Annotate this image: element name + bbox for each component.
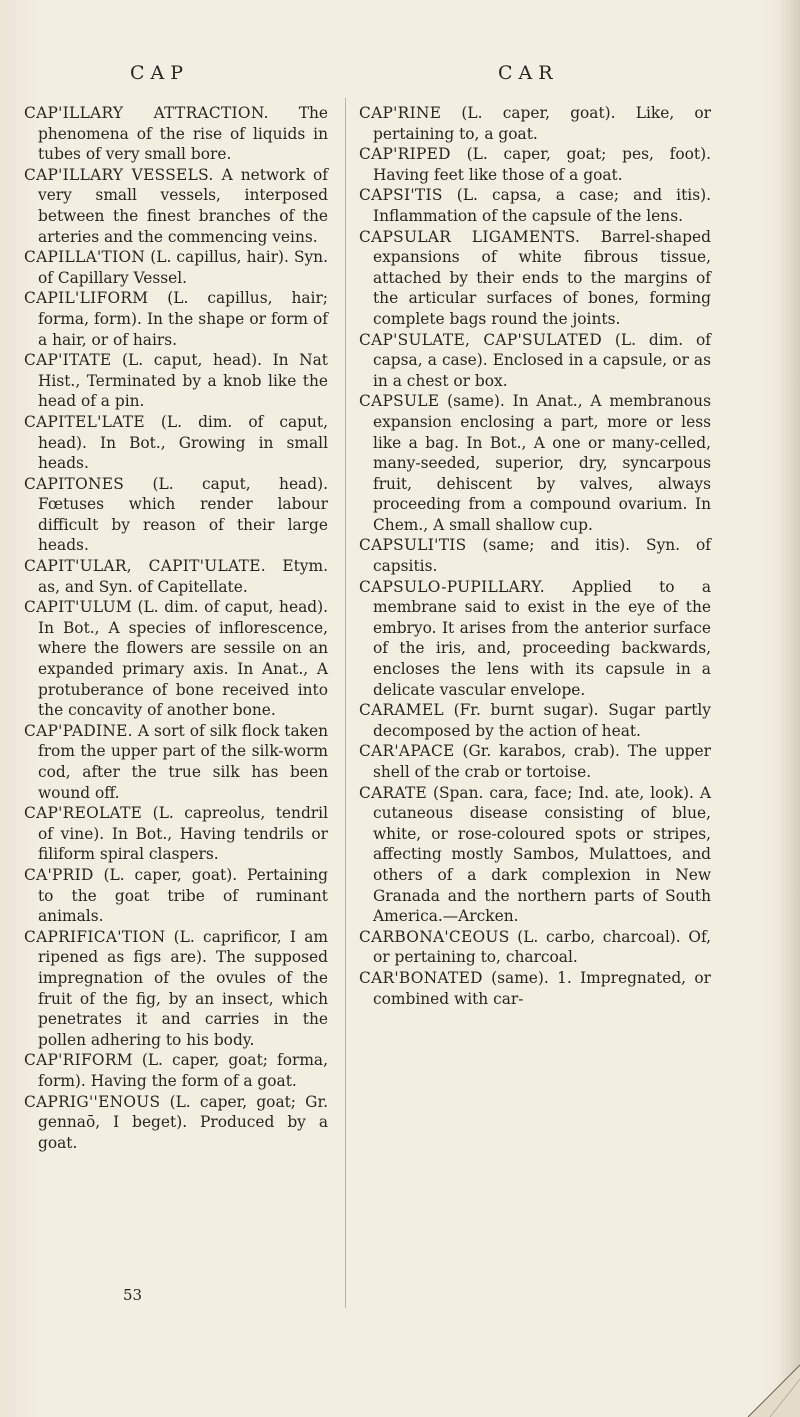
entry-definition: (L. caput, head). Fœtuses which render labour difficult by reason of their large heads. bbox=[38, 474, 328, 555]
entry-headword: CARATE bbox=[359, 783, 428, 802]
entry-headword: CAP'SULATE, CAP'SULATED bbox=[359, 330, 602, 349]
entry-headword: CAP'ILLARY ATTRACTION. bbox=[24, 104, 269, 122]
dictionary-entry bbox=[359, 227, 711, 330]
dictionary-entry bbox=[359, 144, 711, 185]
dictionary-entry bbox=[359, 968, 711, 1009]
entry-headword: CAPRIG''ENOUS bbox=[24, 1092, 161, 1111]
entry-headword: CAPSULAR LIGAMENTS. bbox=[359, 227, 581, 246]
dictionary-entry bbox=[359, 535, 711, 576]
entry-definition: (L. caprificor, I am ripened as figs are). The supposed impregnation of the ovules of the fruit of the fig, by an insect, which penetrates it and carries in the pollen adhering to his body. bbox=[38, 927, 328, 1049]
dictionary-entry bbox=[359, 185, 711, 226]
dictionary-entry bbox=[359, 391, 711, 535]
entry-definition: (L. dim. of capsa, a case). Enclosed in a capsule, or as in a chest or box. bbox=[373, 330, 711, 390]
entry-definition: (same). 1. Impregnated, or combined with car- bbox=[373, 968, 711, 1008]
entry-headword: CAR'APACE bbox=[359, 742, 455, 761]
entry-headword: CAPIT'ULAR, CAPIT'ULATE. bbox=[24, 557, 266, 576]
dictionary-entry bbox=[359, 700, 711, 741]
entry-definition: (L. caput, head). In Nat Hist., Terminated by a knob like the head of a pin. bbox=[38, 351, 328, 411]
dictionary-entry bbox=[359, 927, 711, 968]
entry-definition: Applied to a membrane said to exist in the eye of the embryo. It arises from the anterior surface of the iris, and, proceeding backwards, encloses the lens with its capsule in a delicate vascular envelope. bbox=[373, 577, 711, 699]
entry-definition: (L. caper, goat). Pertaining to the goat tribe of ruminant animals. bbox=[38, 865, 328, 926]
entry-definition: (L. dim. of caput, head). In Bot., A species of inflorescence, where the flowers are sessile on an expanded primary axis. In Anat., A protuberance of bone received into the concavity of another bone. bbox=[38, 598, 328, 720]
entry-headword: CAPIT'ULUM bbox=[24, 598, 132, 617]
dictionary-entry bbox=[0, 1092, 328, 1154]
entry-headword: CAP'RINE bbox=[359, 104, 442, 122]
dictionary-entry bbox=[0, 865, 328, 927]
entry-headword: CAP'ITATE bbox=[24, 351, 112, 370]
entry-definition: (L. capillus, hair; forma, form). In the shape or form of a hair, or of hairs. bbox=[38, 289, 328, 349]
dictionary-entry bbox=[359, 783, 711, 927]
entry-headword: CAPITONES bbox=[24, 474, 125, 493]
entry-headword: CAR'BONATED bbox=[359, 968, 483, 987]
dictionary-entry bbox=[0, 803, 328, 865]
entry-headword: CAP'REOLATE bbox=[24, 804, 143, 823]
dictionary-entry bbox=[0, 556, 328, 597]
entry-headword: CARAMEL bbox=[359, 701, 444, 720]
entry-definition: (L. capreolus, tendril of vine). In Bot., Having tendrils or filiform spiral claspers. bbox=[38, 804, 328, 864]
left-column bbox=[0, 103, 328, 1153]
dictionary-entry bbox=[0, 350, 328, 412]
dictionary-entry bbox=[0, 288, 328, 350]
dictionary-entry bbox=[0, 412, 328, 474]
entry-definition: Barrel-shaped expansions of white fibrous tissue, attached by their ends to the margins of the articular surfaces of bones, forming complete bags round the joints. bbox=[373, 227, 711, 328]
dictionary-entry bbox=[0, 474, 328, 556]
entry-definition: (Gr. karabos, crab). The upper shell of the crab or tortoise. bbox=[373, 742, 711, 781]
right-column bbox=[359, 103, 711, 1009]
dictionary-entry bbox=[0, 247, 328, 288]
page-number: 53 bbox=[123, 1286, 143, 1304]
entry-definition: (Span. cara, face; Ind. ate, look). A cutaneous disease consisting of blue, white, or rose-coloured spots or stripes, affecting mostly Sambos, Mulattoes, and others of a dark complexion in New Granada and the northern parts of South America.—Arcken. bbox=[373, 783, 711, 926]
running-head-left: CAP bbox=[130, 62, 190, 84]
entry-headword: CAPSI'TIS bbox=[359, 186, 443, 205]
dictionary-entry bbox=[359, 741, 711, 782]
entry-definition: (same). In Anat., A membranous expansion enclosing a part, more or less like a bag. In Bot., A one or many-celled, many-seeded, superior, dry, syncarpous fruit, dehiscent by valves, always proceeding from a compound ovarium. In Chem., A small shallow cup. bbox=[373, 392, 711, 534]
entry-headword: CAPSULO-PUPILLARY. bbox=[359, 577, 545, 596]
entry-headword: CAPRIFICA'TION bbox=[24, 927, 166, 946]
entry-headword: CAPSULI'TIS bbox=[359, 536, 467, 555]
entry-headword: CAPITEL'LATE bbox=[24, 412, 145, 431]
entry-headword: CAP'RIFORM bbox=[24, 1051, 133, 1070]
entry-definition: Etym. as, and Syn. of Capitellate. bbox=[38, 557, 328, 596]
running-head-right: CAR bbox=[498, 62, 559, 84]
page-edge-shadow bbox=[778, 0, 800, 1417]
dictionary-entry bbox=[0, 103, 328, 165]
entry-definition: (L. capsa, a case; and itis). Inflammation of the capsule of the lens. bbox=[373, 186, 711, 225]
entry-headword: CAPIL'LIFORM bbox=[24, 289, 149, 308]
column-divider bbox=[345, 98, 346, 1308]
entry-definition: (Fr. burnt sugar). Sugar partly decomposed by the action of heat. bbox=[373, 701, 711, 740]
entry-headword: CAPSULE bbox=[359, 392, 440, 411]
entry-headword: CA'PRID bbox=[24, 865, 94, 884]
entry-definition: (L. caper, goat; Gr. gennaō, I beget). Produced by a goat. bbox=[38, 1092, 328, 1152]
dictionary-entry bbox=[0, 721, 328, 803]
dictionary-entry bbox=[0, 927, 328, 1051]
entry-headword: CAP'ILLARY VESSELS. bbox=[24, 165, 214, 184]
dictionary-entry bbox=[359, 103, 711, 144]
entry-definition: A sort of silk flock taken from the upper part of the silk-worm cod, after the true silk has been wound off. bbox=[38, 721, 328, 802]
dictionary-entry bbox=[0, 165, 328, 247]
entry-headword: CAP'PADINE. bbox=[24, 721, 133, 740]
dictionary-entry bbox=[0, 597, 328, 721]
entry-definition: (L. caper, goat). Like, or pertaining to, a goat. bbox=[373, 104, 711, 143]
entry-definition: A network of very small vessels, interposed between the finest branches of the arteries and the commencing veins. bbox=[38, 165, 328, 246]
entry-headword: CARBONA'CEOUS bbox=[359, 927, 510, 946]
entry-definition: (L. caper, goat; pes, foot). Having feet like those of a goat. bbox=[373, 145, 711, 184]
entry-headword: CAP'RIPED bbox=[359, 145, 451, 164]
dictionary-entry bbox=[359, 330, 711, 392]
entry-definition: (L. carbo, charcoal). Of, or pertaining to, charcoal. bbox=[373, 927, 711, 967]
entry-definition: (L. capillus, hair). Syn. of Capillary Vessel. bbox=[38, 248, 328, 287]
entry-headword: CAPILLA'TION bbox=[24, 248, 146, 267]
dictionary-entry bbox=[0, 1050, 328, 1091]
dictionary-entry bbox=[359, 577, 711, 701]
entry-definition: The phenomena of the rise of liquids in tubes of very small bore. bbox=[38, 104, 328, 164]
entry-definition: (L. caper, goat; forma, form). Having the form of a goat. bbox=[38, 1051, 328, 1090]
entry-definition: (same; and itis). Syn. of capsitis. bbox=[373, 536, 711, 576]
page-corner-curl bbox=[730, 1357, 800, 1417]
entry-definition: (L. dim. of caput, head). In Bot., Growing in small heads. bbox=[38, 412, 328, 473]
